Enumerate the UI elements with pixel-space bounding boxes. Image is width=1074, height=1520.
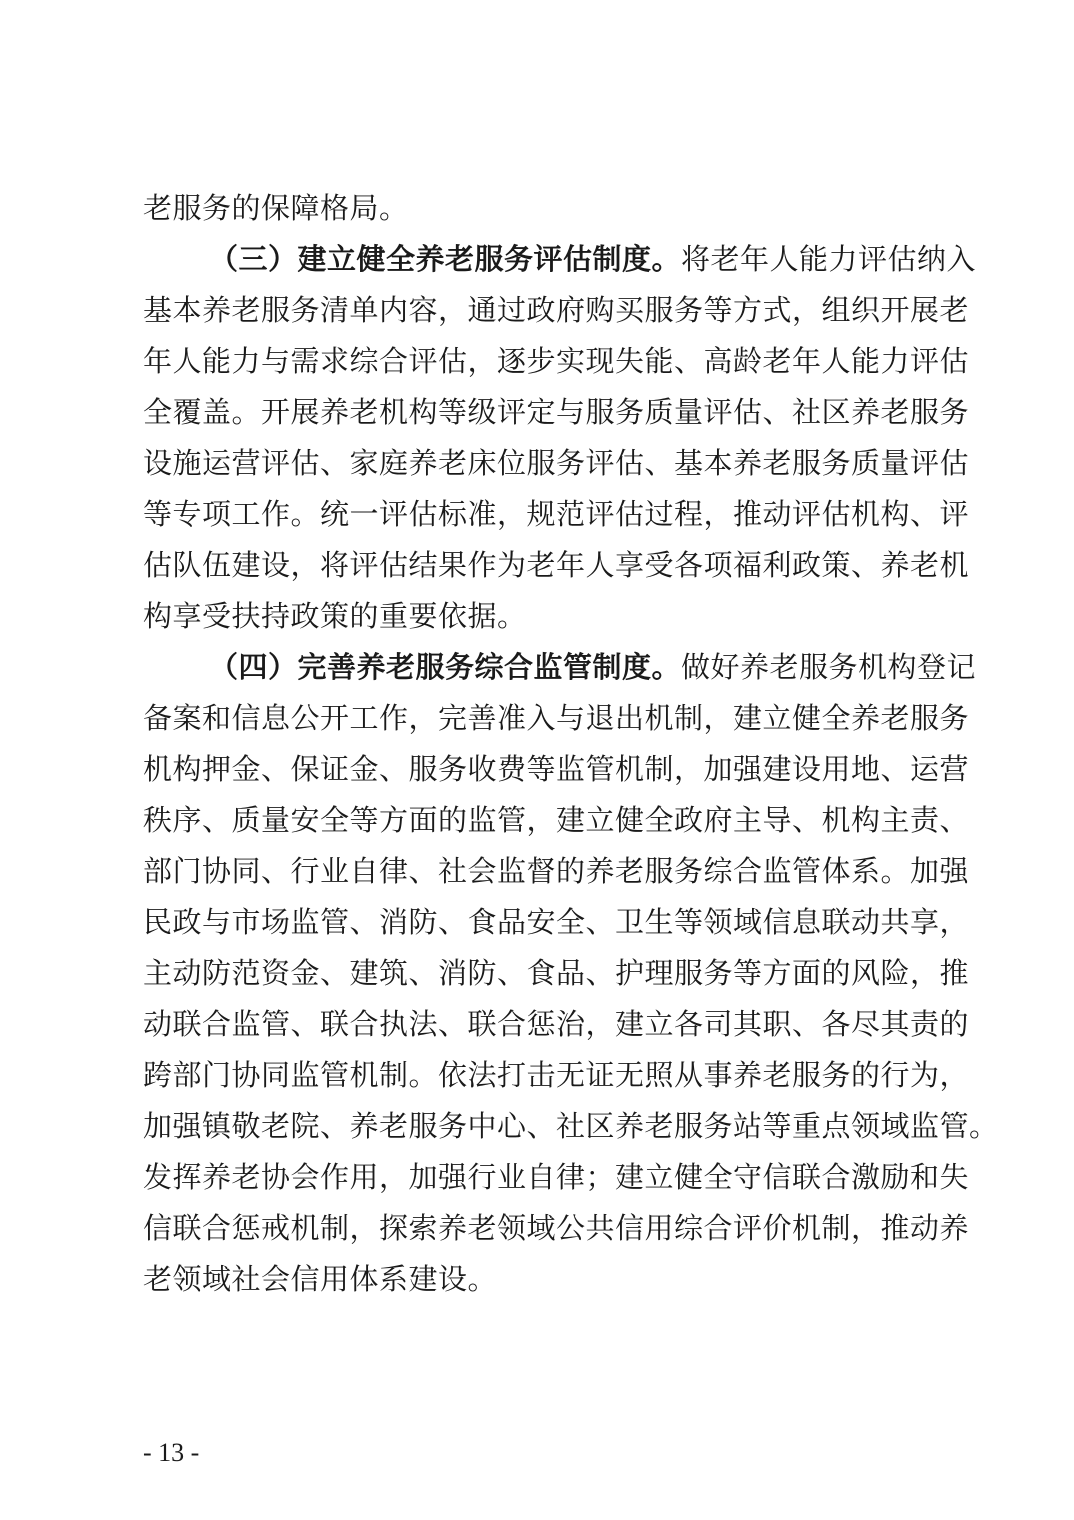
paragraph-line: 年人能力与需求综合评估，逐步实现失能、高龄老年人能力评估	[143, 344, 970, 378]
paragraph-line: 加强镇敬老院、养老服务中心、社区养老服务站等重点领域监管。	[143, 1109, 999, 1143]
section-3-paragraph	[143, 234, 977, 642]
paragraph-line: 部门协同、行业自律、社会监督的养老服务综合监管体系。加强	[143, 854, 970, 888]
page-number: - 13 -	[143, 1438, 200, 1467]
section-3-first-line-text: 将老年人能力评估纳入	[681, 242, 977, 276]
paragraph-line: 发挥养老协会作用，加强行业自律；建立健全守信联合激励和失	[143, 1160, 970, 1194]
section-4-heading: （四）完善养老服务综合监管制度。	[209, 650, 682, 684]
paragraph-line: 老领域社会信用体系建设。	[143, 1262, 498, 1296]
paragraph-line: 信联合惩戒机制，探索养老领域公共信用综合评价机制，推动养	[143, 1211, 970, 1245]
paragraph-line: 设施运营评估、家庭养老床位服务评估、基本养老服务质量评估	[143, 446, 970, 480]
document-body	[143, 183, 999, 1305]
continuation-line: 老服务的保障格局。	[143, 191, 409, 225]
paragraph-line: 估队伍建设，将评估结果作为老年人享受各项福利政策、养老机	[143, 548, 970, 582]
paragraph-line: 机构押金、保证金、服务收费等监管机制，加强建设用地、运营	[143, 752, 970, 786]
paragraph-line: 全覆盖。开展养老机构等级评定与服务质量评估、社区养老服务	[143, 395, 970, 429]
paragraph-line: 备案和信息公开工作，完善准入与退出机制，建立健全养老服务	[143, 701, 970, 735]
paragraph-line: 基本养老服务清单内容，通过政府购买服务等方式，组织开展老	[143, 293, 970, 327]
paragraph-line: 动联合监管、联合执法、联合惩治，建立各司其职、各尽其责的	[143, 1007, 970, 1041]
paragraph-line: 秩序、质量安全等方面的监管，建立健全政府主导、机构主责、	[143, 803, 970, 837]
paragraph-line: 民政与市场监管、消防、食品安全、卫生等领域信息联动共享，	[143, 905, 970, 939]
section-3-heading: （三）建立健全养老服务评估制度。	[209, 242, 682, 276]
section-4-first-line	[143, 642, 977, 693]
paragraph-line: 等专项工作。统一评估标准，规范评估过程，推动评估机构、评	[143, 497, 970, 531]
paragraph-line: 主动防范资金、建筑、消防、食品、护理服务等方面的风险，推	[143, 956, 970, 990]
paragraph-line: 跨部门协同监管机制。依法打击无证无照从事养老服务的行为，	[143, 1058, 970, 1092]
paragraph-line: 构享受扶持政策的重要依据。	[143, 599, 527, 633]
section-4-first-line-text: 做好养老服务机构登记	[681, 650, 977, 684]
section-3-first-line	[143, 234, 977, 285]
section-4-paragraph	[143, 642, 999, 1305]
